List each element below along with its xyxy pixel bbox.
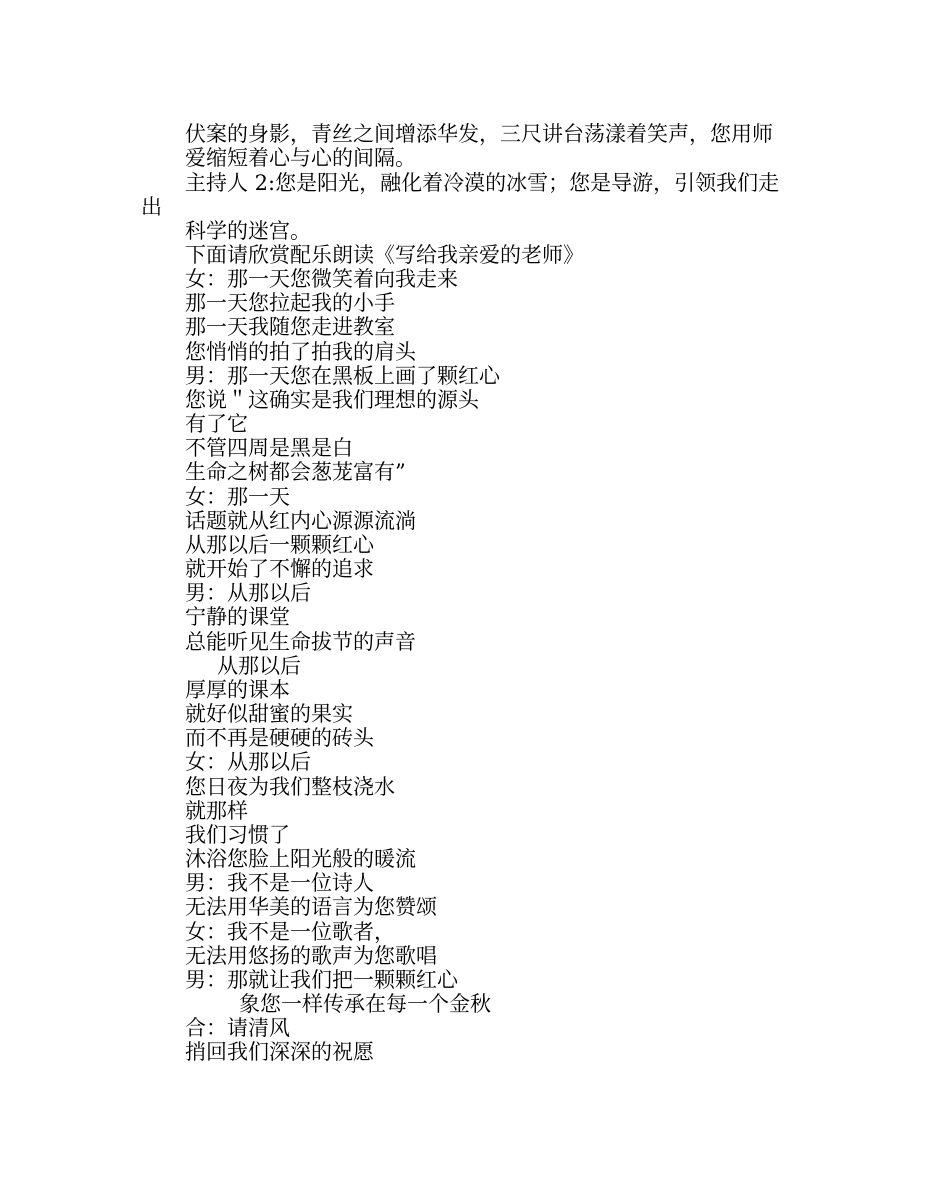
text-line: 有了它	[185, 412, 248, 436]
text-line: 您悄悄的拍了拍我的肩头	[185, 340, 416, 364]
text-line: 就开始了不懈的追求	[185, 557, 374, 581]
text-line: 宁静的课堂	[185, 605, 290, 629]
text-line: 从那以后一颗颗红心	[185, 533, 374, 557]
text-line: 爱缩短着心与心的间隔。	[185, 146, 416, 170]
text-line: 我们习惯了	[185, 823, 290, 847]
text-line: 而不再是硬硬的砖头	[185, 726, 374, 750]
text-line: 话题就从红内心源源流淌	[185, 509, 416, 533]
text-line: 总能听见生命拔节的声音	[185, 630, 416, 654]
text-line: 您日夜为我们整枝浇水	[185, 775, 395, 799]
text-line: 伏案的身影，青丝之间增添华发，三尺讲台荡漾着笑声，您用师	[185, 122, 773, 146]
text-line: 就那样	[185, 799, 248, 823]
text-line: 女：那一天	[185, 485, 290, 509]
text-line: 女：那一天您微笑着向我走来	[185, 267, 458, 291]
text-line: 无法用悠扬的歌声为您歌唱	[185, 944, 437, 968]
text-line: 就好似甜蜜的果实	[185, 702, 353, 726]
text-line: 主持人 2:您是阳光，融化着冷漠的冰雪；您是导游，引领我们走	[185, 171, 780, 195]
text-line: 出	[141, 195, 162, 219]
text-line: 捎回我们深深的祝愿	[185, 1040, 374, 1064]
text-line: 生命之树都会葱茏富有”	[185, 460, 406, 484]
text-line: 象您一样传承在每一个金秋	[239, 992, 491, 1016]
text-line: 男：从那以后	[185, 581, 311, 605]
text-line: 下面请欣赏配乐朗读《写给我亲爱的老师》	[185, 243, 584, 267]
text-line: 男：我不是一位诗人	[185, 871, 374, 895]
text-line: 科学的迷宫。	[185, 219, 311, 243]
text-line: 合：请清风	[185, 1016, 290, 1040]
text-line: 那一天您拉起我的小手	[185, 291, 395, 315]
text-line: 女：从那以后	[185, 750, 311, 774]
text-line: 不管四周是黑是白	[185, 436, 353, 460]
text-line: 那一天我随您走进教室	[185, 315, 395, 339]
text-line: 厚厚的课本	[185, 678, 290, 702]
text-line: 男：那就让我们把一颗颗红心	[185, 968, 458, 992]
text-line: 您说＂这确实是我们理想的源头	[185, 388, 479, 412]
text-line: 无法用华美的语言为您赞颂	[185, 895, 437, 919]
text-line: 从那以后	[217, 654, 301, 678]
text-line: 男：那一天您在黑板上画了颗红心	[185, 364, 500, 388]
text-line: 沐浴您脸上阳光般的暖流	[185, 847, 416, 871]
text-line: 女：我不是一位歌者，	[185, 920, 395, 944]
